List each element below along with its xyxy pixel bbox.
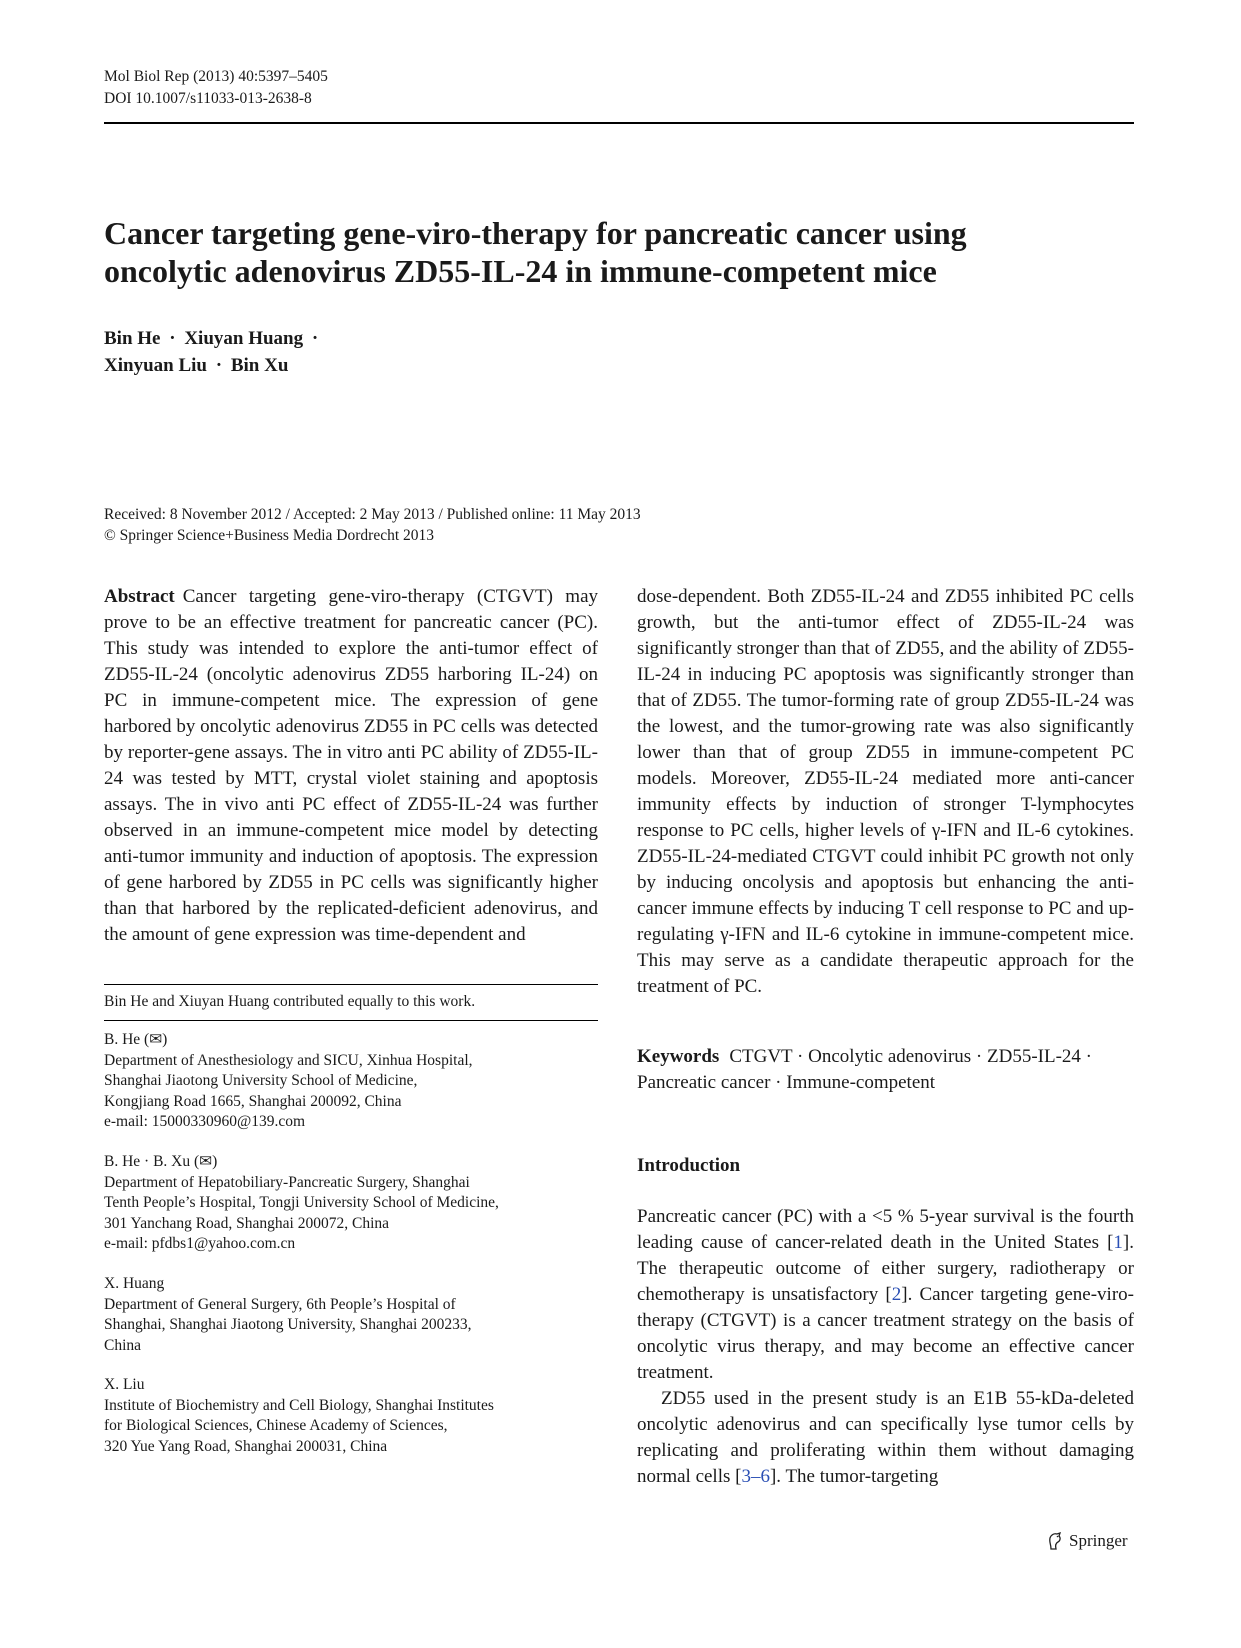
journal-header — [104, 66, 328, 110]
title-line-1: Cancer targeting gene-viro-therapy for pancreatic cancer using — [104, 215, 967, 251]
affiliation-block — [104, 1375, 598, 1457]
affiliation-line: 301 Yanchang Road, Shanghai 200072, China — [104, 1214, 390, 1232]
affiliation-block — [104, 1274, 598, 1356]
publisher-name: Springer — [1069, 1531, 1128, 1550]
affiliation-line: Department of General Surgery, 6th People’s Hospital of — [104, 1295, 456, 1313]
affiliation-line: Tenth People’s Hospital, Tongji University School of Medicine, — [104, 1194, 499, 1211]
author-separator: · — [169, 328, 176, 349]
keywords-heading: Keywords — [637, 1046, 720, 1067]
affiliation-block — [104, 1152, 598, 1255]
affiliation-block — [104, 1030, 598, 1133]
affiliation-name: X. Huang — [104, 1275, 165, 1292]
citation-link[interactable]: 1 — [1113, 1232, 1123, 1253]
abstract-text-right: dose-dependent. Both ZD55-IL-24 and ZD55 inhibited PC cells growth, but the anti-tumor effect of ZD55-IL-24 was significantly stronger than that of ZD55, and the ability of ZD55-IL-24 in inducing PC apoptosis was significantly stronger than that of ZD55. The tumor-forming rate of group ZD55-IL-24 was the lowest, and the tumor-growing rate was also significantly lower than that of group ZD55 in immune-competent PC models. Moreover, ZD55-IL-24 mediated more anti-cancer immunity effects by induction of stronger T-lymphocytes response to PC cells, higher levels of γ-IFN and IL-6 cytokines. ZD55-IL-24-mediated CTGVT could inhibit PC growth not only by inducing oncolysis and apoptosis but enhancing the anti-cancer immune effects by inducing T cell response to PC and up-regulating γ-IFN and IL-6 cytokine in immune-competent mice. This may serve as a candidate therapeutic approach for the treatment of PC. — [637, 586, 1134, 997]
springer-horse-icon — [1045, 1531, 1065, 1551]
dates-line: Received: 8 November 2012 / Accepted: 2 May 2013 / Published online: 11 May 2013 — [104, 506, 641, 523]
affiliation-line: China — [104, 1336, 142, 1354]
affiliation-name: B. He · B. Xu (✉) — [104, 1153, 218, 1170]
author-separator: · — [215, 355, 223, 376]
affiliation-email[interactable]: e-mail: 15000330960@139.com — [104, 1113, 306, 1130]
affiliation-line: Kongjiang Road 1665, Shanghai 200092, China — [104, 1092, 402, 1110]
intro-paragraph-2 — [637, 1386, 1134, 1490]
abstract-paragraph — [104, 584, 598, 948]
affiliation-name: B. He (✉) — [104, 1031, 168, 1048]
article-title — [104, 214, 1134, 290]
journal-citation: Mol Biol Rep (2013) 40:5397–5405 — [104, 68, 328, 85]
abstract-text-left: Cancer targeting gene-viro-therapy (CTGVT) may prove to be an effective treatment for pancreatic cancer (PC). This study was intended to explore the anti-tumor effect of ZD55-IL-24 (oncolytic adenovirus ZD55 harboring IL-24) on PC in immune-competent mice. The expression of gene harbored by oncolytic adenovirus ZD55 in PC cells was detected by reporter-gene assays. The in vitro anti PC ability of ZD55-IL-24 was tested by MTT, crystal violet staining and apoptosis assays. The in vivo anti PC effect of ZD55-IL-24 was further observed in an immune-competent mice model by detecting anti-tumor immunity and induction of apoptosis. The expression of gene harbored by ZD55 in PC cells was significantly higher than that harbored by the replicated-deficient adenovirus, and the amount of gene expression was time-dependent and — [104, 586, 598, 945]
intro-text: ]. The therapeutic outcome of either surgery, radiotherapy or chemotherapy is unsatisfactory [ — [637, 1232, 1134, 1305]
intro-paragraph-1 — [637, 1204, 1134, 1386]
introduction-heading: Introduction — [637, 1155, 741, 1176]
citation-link[interactable]: 3–6 — [741, 1466, 770, 1487]
copyright-line: © Springer Science+Business Media Dordrecht 2013 — [104, 527, 435, 544]
intro-text: ]. The tumor-targeting — [769, 1466, 939, 1487]
affiliation-line: Shanghai Jiaotong University School of Medicine, — [104, 1072, 418, 1089]
keywords-text: CTGVT · Oncolytic adenovirus · ZD55-IL-24 · Pancreatic cancer · Immune-competent — [637, 1046, 1092, 1093]
intro-text: ]. Cancer targeting gene-viro-therapy (CTGVT) is a cancer treatment strategy on the basis of oncolytic virus therapy, and may become an effective cancer treatment. — [637, 1284, 1134, 1383]
affiliation-line: Department of Anesthesiology and SICU, Xinhua Hospital, — [104, 1051, 473, 1069]
footnote-rule-top — [104, 984, 598, 985]
abstract-left-column — [104, 584, 598, 948]
affiliation-line: for Biological Sciences, Chinese Academy of Sciences, — [104, 1417, 448, 1434]
author-name[interactable]: Xinyuan Liu — [104, 355, 207, 376]
abstract-heading: Abstract — [104, 586, 175, 607]
author-name[interactable]: Bin He — [104, 328, 161, 349]
affiliation-name: X. Liu — [104, 1376, 145, 1393]
affiliation-email[interactable]: e-mail: pfdbs1@yahoo.com.cn — [104, 1235, 296, 1252]
footnote-rule-bottom — [104, 1020, 598, 1021]
keywords — [637, 1044, 1134, 1096]
author-name[interactable]: Xiuyan Huang — [184, 328, 304, 349]
introduction-body — [637, 1204, 1134, 1490]
affiliation-line: 320 Yue Yang Road, Shanghai 200031, China — [104, 1437, 388, 1455]
doi[interactable]: DOI 10.1007/s11033-013-2638-8 — [104, 90, 312, 107]
author-name[interactable]: Bin Xu — [230, 355, 289, 376]
affiliation-line: Shanghai, Shanghai Jiaotong University, Shanghai 200233, — [104, 1316, 472, 1333]
header-rule — [104, 122, 1134, 124]
intro-text: ZD55 used in the present study is an E1B 55-kDa-deleted oncolytic adenovirus and can specifically lyse tumor cells by replicating and proliferating within them without damaging normal cells [ — [637, 1388, 1134, 1487]
author-list — [104, 325, 322, 379]
equal-contribution-note: Bin He and Xiuyan Huang contributed equally to this work. — [104, 993, 476, 1010]
publication-dates — [104, 504, 641, 546]
intro-text: Pancreatic cancer (PC) with a <5 % 5-year survival is the fourth leading cause of cancer-related death in the United States [ — [637, 1206, 1134, 1253]
title-line-2: oncolytic adenovirus ZD55-IL-24 in immune-competent mice — [104, 253, 937, 289]
abstract-right-column — [637, 584, 1134, 1000]
citation-link[interactable]: 2 — [891, 1284, 902, 1305]
author-separator: · — [311, 328, 319, 349]
affiliation-line: Department of Hepatobiliary-Pancreatic Surgery, Shanghai — [104, 1173, 470, 1191]
affiliation-line: Institute of Biochemistry and Cell Biology, Shanghai Institutes — [104, 1396, 494, 1414]
publisher-logo — [1045, 1531, 1128, 1551]
